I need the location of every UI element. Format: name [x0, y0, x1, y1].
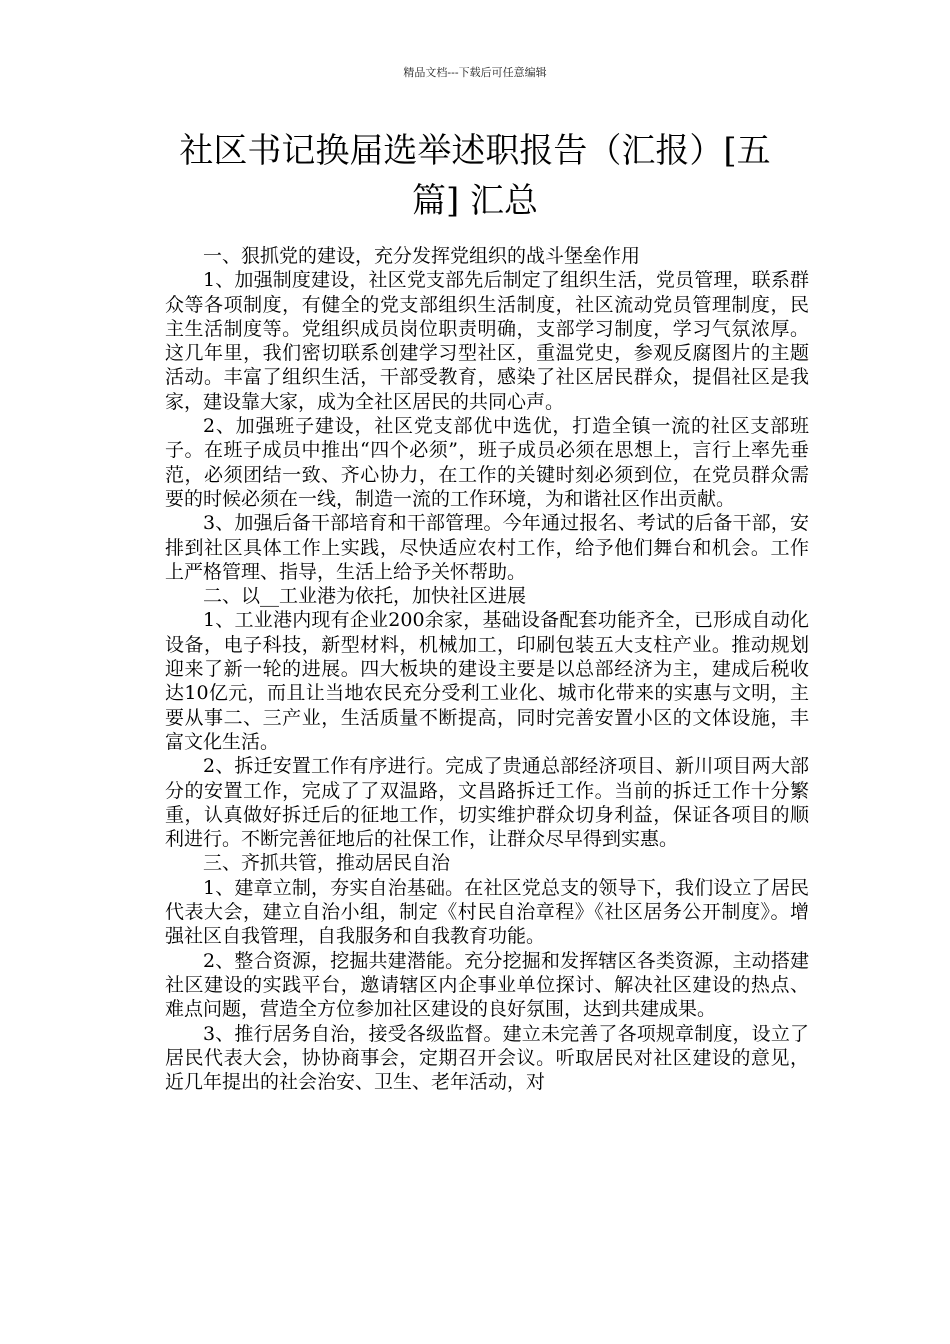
document-title-line-2: 篇] 汇总 [411, 181, 539, 221]
paragraph: 1、工业港内现有企业200余家，基础设备配套功能齐全，已形成自动化设备，电子科技，新型材料，机械加工，印刷包装五大支柱产业。推动规划迎来了新一轮的进展。四大板块的建设主要是以总部经济为主，建成后税收达10亿元，而且让当地农民充分受利工业化、城市化带来的实惠与文明，主要从事二、三产业，生活质量不断提高，同时完善安置小区的文体设施，丰富文化生活。 [165, 609, 809, 753]
page-header: 精品文档---下载后可任意编辑 [403, 66, 547, 79]
paragraph: 2、整合资源，挖掘共建潜能。充分挖掘和发挥辖区各类资源，主动搭建社区建设的实践平台，邀请辖区内企事业单位探讨、解决社区建设的热点、难点问题，营造全方位参加社区建设的良好氛围，达到共建成果。 [165, 949, 809, 1021]
section-heading-2: 二、以__工业港为依托，加快社区进展 [203, 585, 527, 608]
document-title-line-1: 社区书记换届选举述职报告（汇报）[五 [179, 131, 771, 171]
paragraph: 3、加强后备干部培育和干部管理。今年通过报名、考试的后备干部，安排到社区具体工作上实践，尽快适应农村工作，给予他们舞台和机会。工作上严格管理、指导，生活上给予关怀帮助。 [165, 512, 809, 583]
paragraph: 3、推行居务自治，接受各级监督。建立未完善了各项规章制度，设立了居民代表大会，协协商事会，定期召开会议。听取居民对社区建设的意见，近几年提出的社会治安、卫生、老年活动，对 [165, 1022, 809, 1094]
section-heading-3: 三、齐抓共管，推动居民自治 [203, 852, 451, 875]
paragraph: 1、加强制度建设，社区党支部先后制定了组织生活，党员管理，联系群众等各项制度，有健全的党支部组织生活制度，社区流动党员管理制度，民主生活制度等。党组织成员岗位职责明确，支部学习制度，学习气氛浓厚。这几年里，我们密切联系创建学习型社区，重温党史，参观反腐图片的主题活动。丰富了组织生活，干部受教育，感染了社区居民群众，提倡社区是我家，建设靠大家，成为全社区居民的共同心声。 [165, 269, 809, 413]
document-body [165, 244, 809, 1094]
paragraph: 2、拆迁安置工作有序进行。完成了贵通总部经济项目、新川项目两大部分的安置工作，完成了了双温路，文昌路拆迁工作。当前的拆迁工作十分繁重，认真做好拆迁后的征地工作，切实维护群众切身利益，保证各项目的顺利进行。不断完善征地后的社保工作，让群众尽早得到实惠。 [165, 755, 809, 851]
section-heading-1: 一、狠抓党的建设，充分发挥党组织的战斗堡垒作用 [203, 245, 641, 267]
paragraph: 2、加强班子建设，社区党支部优中选优，打造全镇一流的社区支部班子。在班子成员中推出“四个必须”，班子成员必须在思想上，言行上率先垂范，必须团结一致、齐心协力，在工作的关键时刻必须到位，在党员群众需要的时候必须在一线，制造一流的工作环境，为和谐社区作出贡献。 [165, 415, 809, 510]
document-title [150, 126, 800, 226]
paragraph: 1、建章立制，夯实自治基础。在社区党总支的领导下，我们设立了居民代表大会，建立自治小组，制定《村民自治章程》《社区居务公开制度》。增强社区自我管理，自我服务和自我教育功能。 [165, 876, 809, 948]
